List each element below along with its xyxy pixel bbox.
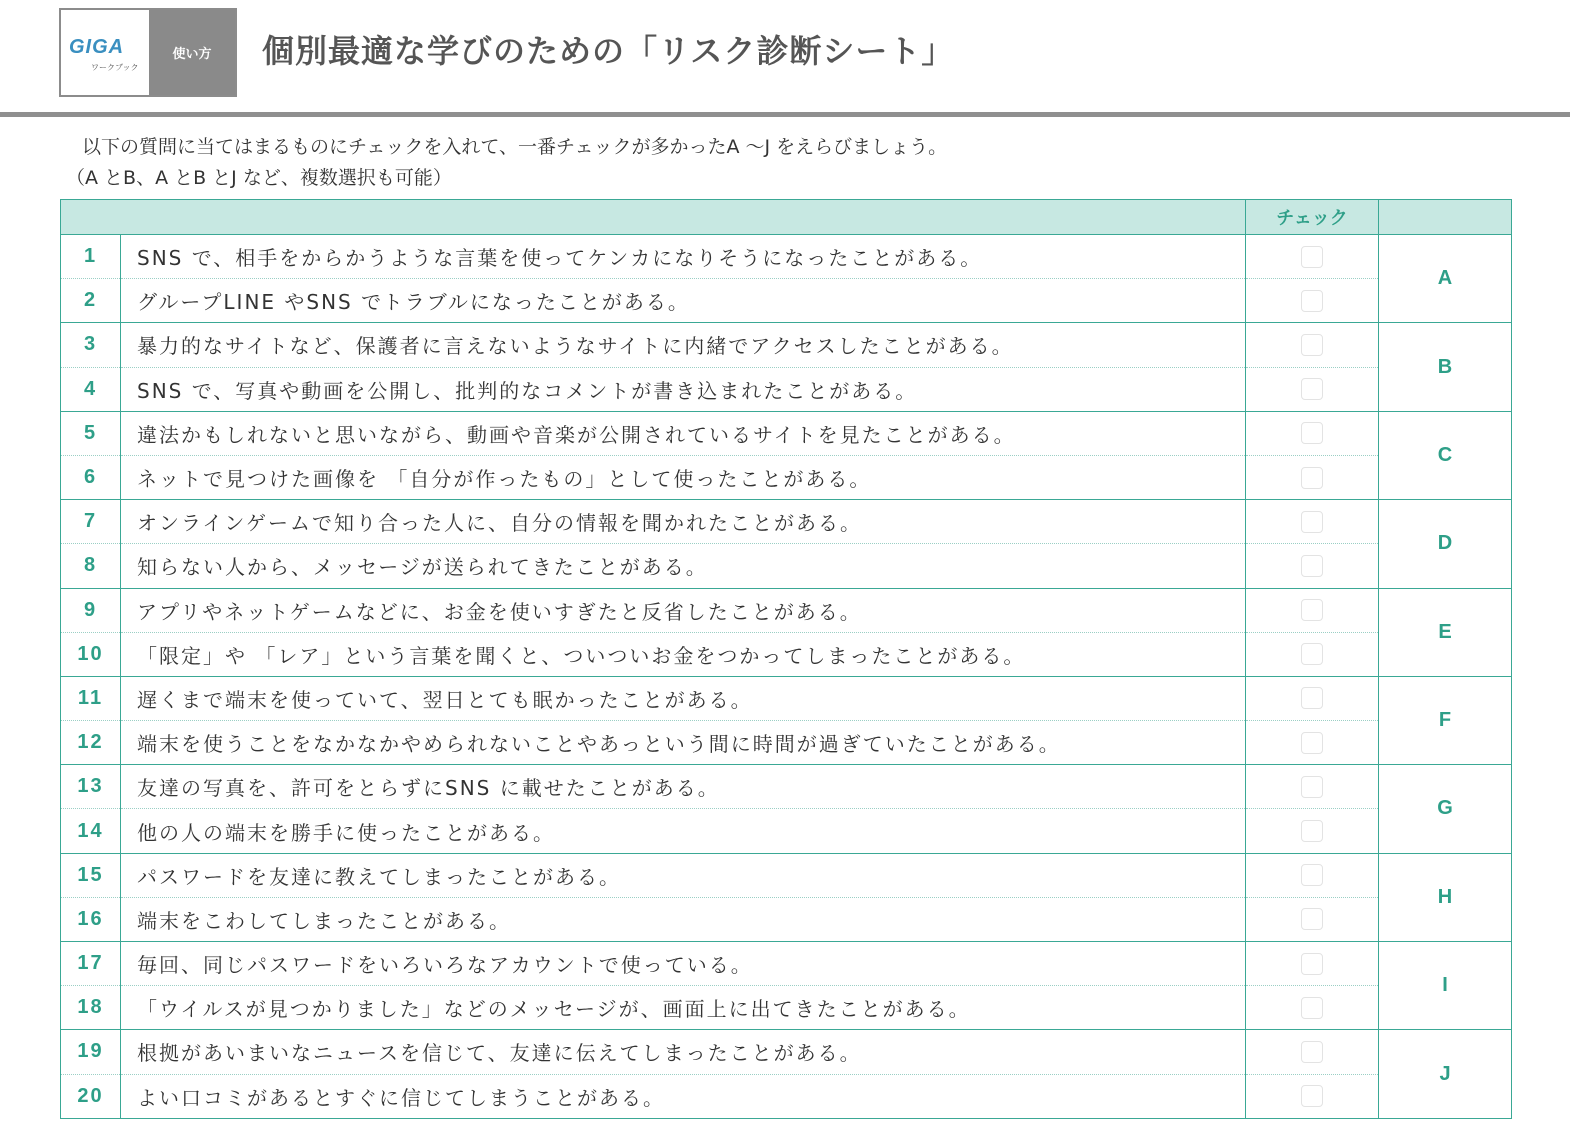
question-checkbox[interactable]	[1301, 511, 1323, 533]
table-body	[61, 235, 1512, 1119]
question-text: 「ウイルスが見つかりました」などのメッセージが、画面上に出てきたことがある。	[121, 986, 1246, 1030]
question-text: オンラインゲームで知り合った人に、自分の情報を聞かれたことがある。	[121, 500, 1246, 544]
question-checkbox[interactable]	[1301, 864, 1323, 886]
check-cell	[1246, 279, 1379, 323]
instruction-line-1: 以下の質問に当てはまるものにチェックを入れて、一番チェックが多かったA ～J をえらびましょう。	[82, 136, 948, 158]
logo-mark: GIGA	[69, 36, 125, 58]
check-cell	[1246, 411, 1379, 455]
question-number: 19	[61, 1030, 121, 1074]
question-text: SNS で、写真や動画を公開し、批判的なコメントが書き込まれたことがある。	[121, 367, 1246, 411]
question-text: パスワードを友達に教えてしまったことがある。	[121, 853, 1246, 897]
question-number: 6	[61, 455, 121, 499]
question-number: 8	[61, 544, 121, 588]
question-checkbox[interactable]	[1301, 599, 1323, 621]
question-number: 2	[61, 279, 121, 323]
question-text: 他の人の端末を勝手に使ったことがある。	[121, 809, 1246, 853]
risk-diagnosis-table	[60, 199, 1512, 1119]
table-row	[61, 809, 1512, 853]
question-checkbox[interactable]	[1301, 732, 1323, 754]
question-text: グループLINE やSNS でトラブルになったことがある。	[121, 279, 1246, 323]
logo-mark-area	[61, 10, 149, 95]
group-label: B	[1379, 323, 1512, 411]
question-checkbox[interactable]	[1301, 555, 1323, 577]
question-number: 15	[61, 853, 121, 897]
table-row	[61, 632, 1512, 676]
question-number: 16	[61, 897, 121, 941]
question-number: 20	[61, 1074, 121, 1118]
question-number: 11	[61, 676, 121, 720]
question-header-cell	[61, 200, 1246, 235]
table-row	[61, 367, 1512, 411]
question-number: 5	[61, 411, 121, 455]
question-checkbox[interactable]	[1301, 820, 1323, 842]
table-row	[61, 279, 1512, 323]
question-text: SNS で、相手をからかうような言葉を使ってケンカになりそうになったことがある。	[121, 235, 1246, 279]
question-number: 17	[61, 942, 121, 986]
question-number: 3	[61, 323, 121, 367]
page-header	[0, 0, 1570, 117]
check-cell	[1246, 853, 1379, 897]
table-row	[61, 897, 1512, 941]
check-cell	[1246, 235, 1379, 279]
check-cell	[1246, 676, 1379, 720]
check-cell	[1246, 500, 1379, 544]
question-text: アプリやネットゲームなどに、お金を使いすぎたと反省したことがある。	[121, 588, 1246, 632]
question-checkbox[interactable]	[1301, 687, 1323, 709]
table-row	[61, 721, 1512, 765]
question-number: 9	[61, 588, 121, 632]
question-checkbox[interactable]	[1301, 643, 1323, 665]
check-cell	[1246, 1030, 1379, 1074]
table-row	[61, 411, 1512, 455]
table-header-row	[61, 200, 1512, 235]
page-title: 個別最適な学びのための「リスク診断シート」	[262, 32, 955, 70]
question-checkbox[interactable]	[1301, 246, 1323, 268]
check-column-header: チェック	[1246, 200, 1379, 235]
check-cell	[1246, 455, 1379, 499]
group-label: E	[1379, 588, 1512, 676]
question-text: 端末をこわしてしまったことがある。	[121, 897, 1246, 941]
table-row	[61, 455, 1512, 499]
question-text: 知らない人から、メッセージが送られてきたことがある。	[121, 544, 1246, 588]
question-text: 毎回、同じパスワードをいろいろなアカウントで使っている。	[121, 942, 1246, 986]
check-cell	[1246, 765, 1379, 809]
check-cell	[1246, 809, 1379, 853]
check-cell	[1246, 942, 1379, 986]
question-checkbox[interactable]	[1301, 1041, 1323, 1063]
table-row	[61, 986, 1512, 1030]
group-label: F	[1379, 676, 1512, 764]
group-label: C	[1379, 411, 1512, 499]
group-label: G	[1379, 765, 1512, 853]
table-row	[61, 323, 1512, 367]
instruction-line-2: （A とB、A とB とJ など、複数選択も可能）	[66, 167, 452, 189]
table-row	[61, 588, 1512, 632]
check-cell	[1246, 323, 1379, 367]
question-checkbox[interactable]	[1301, 378, 1323, 400]
question-text: 根拠があいまいなニュースを信じて、友達に伝えてしまったことがある。	[121, 1030, 1246, 1074]
giga-logo	[59, 8, 237, 97]
question-checkbox[interactable]	[1301, 776, 1323, 798]
table-row	[61, 676, 1512, 720]
question-number: 10	[61, 632, 121, 676]
table-row	[61, 853, 1512, 897]
question-number: 4	[61, 367, 121, 411]
question-text: 友達の写真を、許可をとらずにSNS に載せたことがある。	[121, 765, 1246, 809]
question-number: 18	[61, 986, 121, 1030]
question-checkbox[interactable]	[1301, 997, 1323, 1019]
table-row	[61, 235, 1512, 279]
table-row	[61, 942, 1512, 986]
table-row	[61, 544, 1512, 588]
question-number: 1	[61, 235, 121, 279]
group-label: D	[1379, 500, 1512, 588]
table-row	[61, 500, 1512, 544]
question-checkbox[interactable]	[1301, 908, 1323, 930]
question-number: 14	[61, 809, 121, 853]
group-label: H	[1379, 853, 1512, 941]
instructions	[66, 132, 947, 194]
question-checkbox[interactable]	[1301, 290, 1323, 312]
check-cell	[1246, 544, 1379, 588]
question-text: 暴力的なサイトなど、保護者に言えないようなサイトに内緒でアクセスしたことがある。	[121, 323, 1246, 367]
question-text: 「限定」や 「レア」という言葉を聞くと、ついついお金をつかってしまったことがある。	[121, 632, 1246, 676]
question-checkbox[interactable]	[1301, 953, 1323, 975]
question-number: 12	[61, 721, 121, 765]
check-cell	[1246, 588, 1379, 632]
logo-subtitle: ワークブック	[91, 63, 139, 72]
question-text: 端末を使うことをなかなかやめられないことやあっという間に時間が過ぎていたことがある。	[121, 721, 1246, 765]
check-cell	[1246, 367, 1379, 411]
table-row	[61, 1074, 1512, 1118]
logo-tag: 使い方	[149, 10, 235, 95]
question-number: 7	[61, 500, 121, 544]
check-cell	[1246, 721, 1379, 765]
group-column-header	[1379, 200, 1512, 235]
group-label: J	[1379, 1030, 1512, 1118]
question-checkbox[interactable]	[1301, 422, 1323, 444]
question-checkbox[interactable]	[1301, 467, 1323, 489]
question-checkbox[interactable]	[1301, 1085, 1323, 1107]
question-text: ネットで見つけた画像を 「自分が作ったもの」として使ったことがある。	[121, 455, 1246, 499]
table-row	[61, 765, 1512, 809]
question-text: 遅くまで端末を使っていて、翌日とても眠かったことがある。	[121, 676, 1246, 720]
check-cell	[1246, 897, 1379, 941]
question-text: 違法かもしれないと思いながら、動画や音楽が公開されているサイトを見たことがある。	[121, 411, 1246, 455]
check-cell	[1246, 986, 1379, 1030]
check-cell	[1246, 632, 1379, 676]
question-checkbox[interactable]	[1301, 334, 1323, 356]
table-row	[61, 1030, 1512, 1074]
group-label: I	[1379, 942, 1512, 1030]
question-text: よい口コミがあるとすぐに信じてしまうことがある。	[121, 1074, 1246, 1118]
check-cell	[1246, 1074, 1379, 1118]
question-number: 13	[61, 765, 121, 809]
group-label: A	[1379, 235, 1512, 323]
